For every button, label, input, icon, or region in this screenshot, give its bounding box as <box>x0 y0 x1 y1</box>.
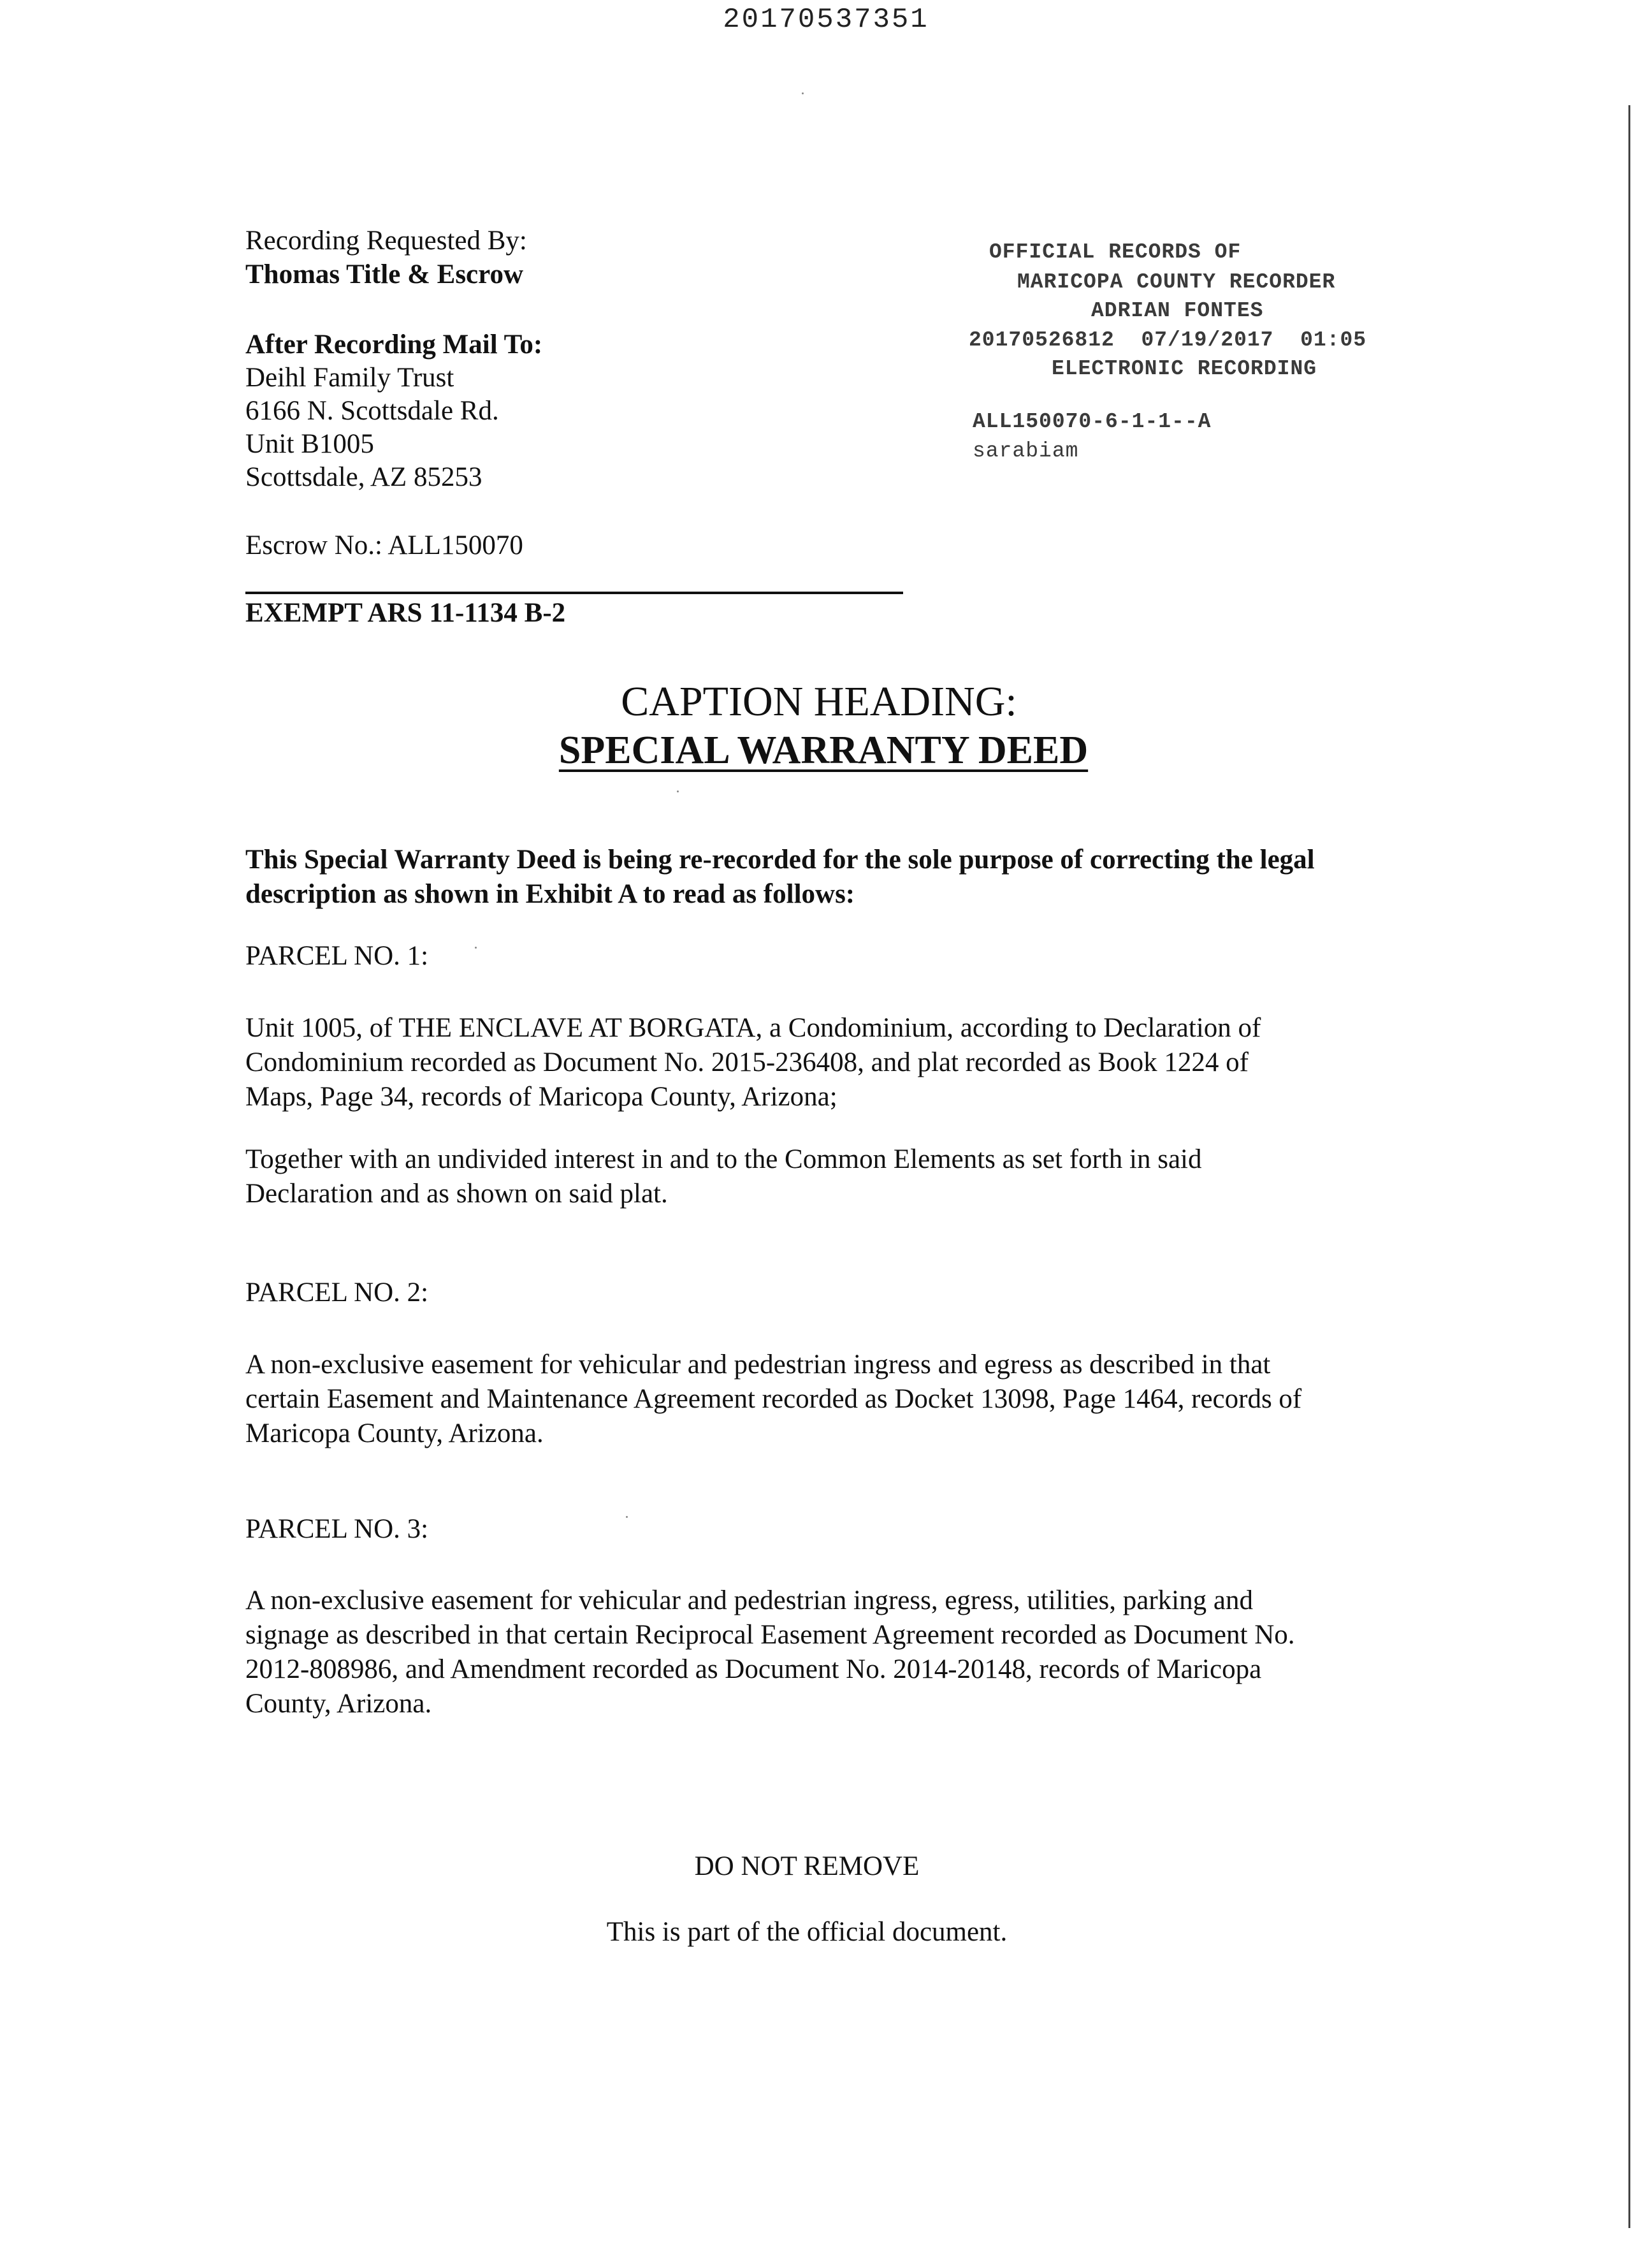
scan-speck <box>626 1516 628 1518</box>
exempt-statute: EXEMPT ARS 11-1134 B-2 <box>245 598 566 628</box>
recorder-stamp-line: ELECTRONIC RECORDING <box>1052 357 1317 381</box>
recorder-stamp-line: 20170526812 07/19/2017 01:05 <box>969 328 1367 352</box>
mail-to-label: After Recording Mail To: <box>245 330 543 360</box>
parcel-line: A non-exclusive easement for vehicular and pedestrian ingress and egress as described in that <box>245 1350 1271 1380</box>
parcel-1-common-elements <box>245 1142 1202 1211</box>
scan-speck <box>475 947 477 949</box>
recording-requested-label: Recording Requested By: <box>245 226 527 256</box>
parcel-2-label: PARCEL NO. 2: <box>245 1278 429 1308</box>
parcel-1-label: PARCEL NO. 1: <box>245 941 429 971</box>
parcel-3-description <box>245 1584 1295 1721</box>
intro-statement <box>245 843 1315 912</box>
recorder-stamp-line: OFFICIAL RECORDS OF <box>989 240 1242 264</box>
caption-heading: CAPTION HEADING: <box>621 678 1017 725</box>
parcel-line: Together with an undivided interest in and to the Common Elements as set forth in said <box>245 1144 1202 1174</box>
mail-to-line: Unit B1005 <box>245 429 374 459</box>
parcel-line: certain Easement and Maintenance Agreement recorded as Docket 13098, Page 1464, records of <box>245 1384 1302 1414</box>
do-not-remove-notice: DO NOT REMOVE <box>694 1851 920 1881</box>
document-number-header: 20170537351 <box>723 4 929 36</box>
scan-edge-line <box>1628 105 1630 2228</box>
parcel-line: County, Arizona. <box>245 1689 432 1719</box>
mail-to-line: Scottsdale, AZ 85253 <box>245 462 482 492</box>
parcel-line: Maricopa County, Arizona. <box>245 1418 544 1448</box>
mail-to-line: Deihl Family Trust <box>245 363 454 393</box>
recorder-stamp-line: ALL150070-6-1-1--A <box>973 410 1212 433</box>
recorder-stamp-line: MARICOPA COUNTY RECORDER <box>1017 270 1336 294</box>
scan-speck <box>677 790 679 792</box>
parcel-line: signage as described in that certain Reciprocal Easement Agreement recorded as Document No. <box>245 1620 1295 1650</box>
parcel-2-description <box>245 1348 1301 1451</box>
recorder-stamp-line: sarabiam <box>973 439 1079 463</box>
parcel-1-description <box>245 1011 1261 1114</box>
escrow-number: Escrow No.: ALL150070 <box>245 530 523 560</box>
parcel-line: Unit 1005, of THE ENCLAVE AT BORGATA, a Condominium, according to Declaration of <box>245 1013 1261 1043</box>
exempt-rule <box>245 592 903 594</box>
scan-speck <box>802 92 804 94</box>
document-title: SPECIAL WARRANTY DEED <box>558 729 1089 772</box>
recorder-stamp-line: ADRIAN FONTES <box>1091 299 1264 323</box>
intro-line: description as shown in Exhibit A to read as follows: <box>245 879 855 909</box>
parcel-3-label: PARCEL NO. 3: <box>245 1514 429 1544</box>
recording-requested-by: Thomas Title & Escrow <box>245 259 524 289</box>
official-document-notice: This is part of the official document. <box>606 1917 1008 1947</box>
parcel-line: Maps, Page 34, records of Maricopa County, Arizona; <box>245 1082 837 1112</box>
parcel-line: 2012-808986, and Amendment recorded as Document No. 2014-20148, records of Maricopa <box>245 1654 1262 1684</box>
parcel-line: Declaration and as shown on said plat. <box>245 1179 668 1209</box>
mail-to-line: 6166 N. Scottsdale Rd. <box>245 396 499 426</box>
intro-line: This Special Warranty Deed is being re-recorded for the sole purpose of correcting the legal <box>245 845 1315 875</box>
parcel-line: A non-exclusive easement for vehicular and pedestrian ingress, egress, utilities, parking and <box>245 1585 1253 1615</box>
parcel-line: Condominium recorded as Document No. 2015-236408, and plat recorded as Book 1224 of <box>245 1047 1249 1077</box>
